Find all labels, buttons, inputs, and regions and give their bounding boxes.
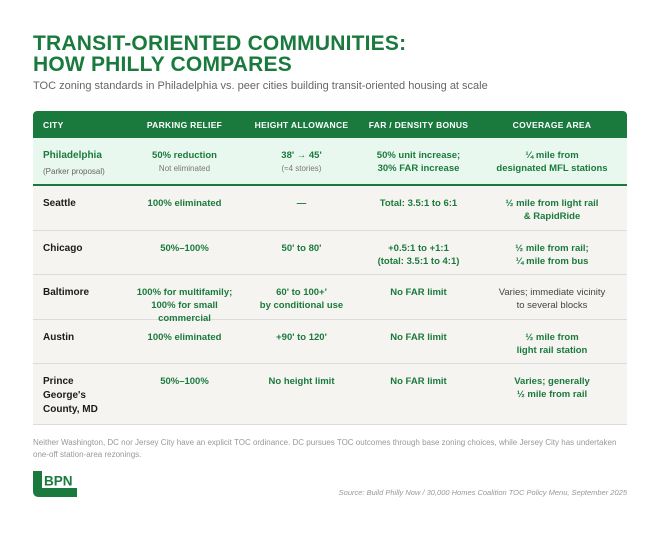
header-far: FAR / DENSITY BONUS: [368, 119, 469, 130]
city-name: Seattle: [43, 198, 76, 209]
far-cell: [360, 231, 477, 274]
city-name-line: George's: [43, 390, 86, 401]
header-height: HEIGHT ALLOWANCE: [254, 119, 349, 130]
table-header: [33, 111, 627, 138]
far-cell: [360, 275, 477, 325]
parking-cell: 100% eliminated: [147, 198, 222, 209]
source-credit: Source: Build Philly Now / 30,000 Homes Coalition TOC Policy Menu, September 2025: [338, 488, 627, 497]
far-line: No FAR limit: [390, 332, 447, 343]
coverage-line: light rail station: [516, 345, 588, 356]
page-title: [33, 33, 633, 75]
coverage-line: & RapidRide: [523, 211, 581, 222]
far-line: No FAR limit: [390, 376, 447, 387]
height-cell: No height limit: [268, 376, 335, 387]
parking-sub: Not eliminated: [158, 164, 211, 173]
far-cell: [360, 364, 477, 424]
coverage-line: to several blocks: [516, 300, 588, 311]
city-name-line: County, MD: [43, 404, 98, 415]
far-line: No FAR limit: [390, 287, 447, 298]
coverage-cell: [477, 138, 627, 184]
coverage-line: ½ mile from: [525, 332, 579, 343]
header-parking: PARKING RELIEF: [146, 119, 223, 130]
city-cell: [33, 231, 126, 274]
coverage-line: ¼ mile from: [525, 150, 579, 161]
coverage-cell: [477, 275, 627, 325]
coverage-line: ½ mile from rail;: [515, 243, 589, 254]
city-cell: [33, 138, 126, 184]
table-row: [33, 138, 627, 186]
height-sub: (≈4 stories): [281, 164, 322, 173]
bpn-logo: [33, 471, 77, 497]
coverage-line: ½ mile from rail: [516, 389, 588, 400]
parking-line: 100% for small commercial: [151, 300, 218, 324]
height-cell: 50' to 80': [281, 243, 322, 254]
height-cell: [243, 138, 360, 184]
height-line: by conditional use: [259, 300, 344, 311]
city-name: Baltimore: [43, 287, 90, 298]
coverage-cell: [477, 364, 627, 424]
header-coverage: COVERAGE AREA: [512, 119, 592, 130]
parking-line: 100% for multifamily;: [136, 287, 233, 298]
far-line: Total: 3.5:1 to 6:1: [379, 198, 458, 209]
table-row: [33, 275, 627, 324]
height-cell: +90' to 120': [276, 332, 327, 343]
parking-cell: 100% eliminated: [147, 332, 222, 343]
city-name: Philadelphia: [43, 150, 102, 161]
title-line-2: HOW PHILLY COMPARES: [33, 53, 292, 76]
far-cell: [360, 138, 477, 184]
far-cell: [360, 320, 477, 363]
far-line: 50% unit increase;: [376, 150, 461, 161]
coverage-line: Varies; generally: [514, 376, 590, 387]
parking-value: 50% reduction: [152, 150, 217, 161]
coverage-cell: [477, 231, 627, 274]
city-name: Chicago: [43, 243, 83, 254]
subtitle: TOC zoning standards in Philadelphia vs. peer cities building transit-oriented housing at scale: [33, 80, 488, 92]
coverage-cell: [477, 320, 627, 363]
comparison-table: [33, 111, 627, 425]
table-row: [33, 186, 627, 231]
city-name-line: Prince: [43, 376, 74, 387]
parking-cell: 50%–100%: [160, 376, 209, 387]
city-name: Austin: [43, 332, 75, 343]
far-line: 30% FAR increase: [377, 163, 460, 174]
height-line: 60' to 100+': [276, 287, 327, 298]
table-row: [33, 231, 627, 275]
far-cell: [360, 186, 477, 230]
title-line-1: TRANSIT-ORIENTED COMMUNITIES:: [33, 32, 407, 55]
coverage-cell: [477, 186, 627, 230]
height-cell: —: [296, 198, 307, 209]
coverage-line: ½ mile from light rail: [505, 198, 599, 209]
city-cell: [33, 364, 126, 424]
header-city: CITY: [43, 119, 64, 130]
table-row: [33, 364, 627, 425]
parking-cell: [126, 138, 243, 184]
logo-text: BPN: [44, 473, 73, 489]
parking-cell: [126, 275, 243, 325]
coverage-line: designated MFL stations: [496, 163, 608, 174]
city-cell: [33, 186, 126, 230]
coverage-line: ¼ mile from bus: [515, 256, 589, 267]
city-cell: [33, 320, 126, 363]
height-value: 38' → 45': [281, 150, 322, 161]
parking-cell: 50%–100%: [160, 243, 209, 254]
city-sub: (Parker proposal): [43, 167, 105, 176]
city-cell: [33, 275, 126, 325]
far-line: (total: 3.5:1 to 4:1): [377, 256, 460, 267]
footnote: Neither Washington, DC nor Jersey City have an explicit TOC ordinance. DC pursues TOC outcomes through base zoning choices, while Jersey City has undertaken one-off station-area rezonings.: [33, 438, 617, 459]
coverage-line: Varies; immediate vicinity: [498, 287, 606, 298]
far-line: +0.5:1 to +1:1: [388, 243, 449, 254]
height-cell: [243, 275, 360, 325]
table-row: [33, 320, 627, 364]
